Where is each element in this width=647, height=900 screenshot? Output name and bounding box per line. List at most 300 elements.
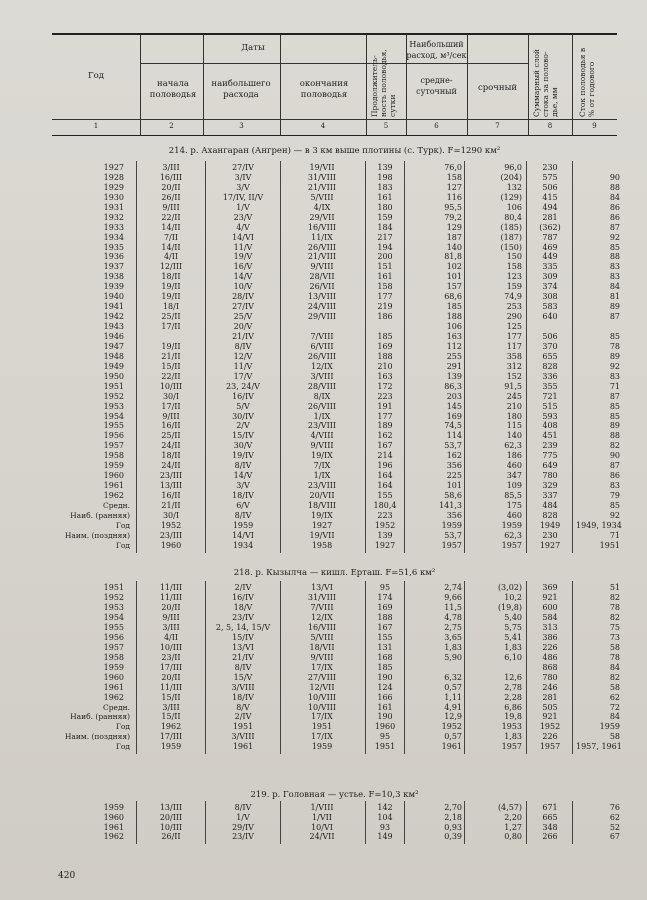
cell-layer: 1927 xyxy=(539,540,561,550)
cell-percent: 85 xyxy=(609,331,620,341)
cell-percent: 84 xyxy=(609,662,620,672)
cell-duration: 219 xyxy=(377,302,393,312)
cell-year: 1955 xyxy=(103,622,124,632)
cell-peak: 15/IV xyxy=(232,632,254,642)
cell-year: 1955 xyxy=(103,421,124,431)
cell-instant: 1953 xyxy=(501,722,522,732)
cell-instant: 125 xyxy=(506,322,522,332)
cell-year: Наиб. (ранняя) xyxy=(70,712,130,722)
cell-percent: 78 xyxy=(609,341,620,351)
cell-layer: 484 xyxy=(542,500,558,510)
cell-year: 1943 xyxy=(103,322,124,332)
cell-instant: 85,5 xyxy=(504,491,522,501)
cell-end: 17/IX xyxy=(311,712,333,722)
cell-start: 26/II xyxy=(161,832,181,842)
cell-percent: 1959 xyxy=(599,722,620,732)
cell-instant: 175 xyxy=(506,500,522,510)
cell-duration: 93 xyxy=(379,822,391,832)
cell-layer: 780 xyxy=(542,672,558,682)
cell-start: 19/II xyxy=(161,282,181,292)
cell-instant: 1,27 xyxy=(504,822,522,832)
cell-duration: 190 xyxy=(377,712,393,722)
cell-instant: 1957 xyxy=(501,742,522,752)
cell-daily: 76,0 xyxy=(444,163,462,172)
cell-peak: 28/IV xyxy=(232,292,254,302)
cell-layer: 1952 xyxy=(539,722,561,732)
cell-start: 9/III xyxy=(162,612,180,622)
cell-start: 11/III xyxy=(159,682,183,692)
cell-start: 24/II xyxy=(161,461,181,471)
cell-percent: 1949, 1934 xyxy=(576,520,622,530)
column-number: 3 xyxy=(239,122,244,130)
cell-instant: 0,80 xyxy=(504,832,522,842)
cell-duration: 167 xyxy=(377,441,393,451)
cell-percent: 88 xyxy=(609,182,620,192)
cell-percent: 67 xyxy=(609,832,620,842)
cell-daily: 2,18 xyxy=(444,812,462,822)
cell-layer: 348 xyxy=(542,822,558,832)
cell-year: 1954 xyxy=(103,411,124,421)
cell-daily: 53,7 xyxy=(444,441,462,451)
cell-duration: 131 xyxy=(377,642,393,652)
cell-layer: 230 xyxy=(542,530,558,540)
cell-peak: 10/V xyxy=(233,282,253,292)
cell-instant: 6,86 xyxy=(504,702,522,712)
cell-end: 19/VII xyxy=(309,530,335,540)
cell-duration: 180 xyxy=(377,202,393,212)
cell-duration: 185 xyxy=(377,662,393,672)
cell-end: 23/VIII xyxy=(307,481,337,491)
cell-daily: 114 xyxy=(446,431,462,441)
cell-year: 1931 xyxy=(103,202,124,212)
cell-percent: 87 xyxy=(609,391,620,401)
header-end: окончания половодья xyxy=(299,79,349,100)
cell-duration: 169 xyxy=(377,341,393,351)
cell-layer: 451 xyxy=(542,431,558,441)
cell-instant: 460 xyxy=(506,510,522,520)
cell-daily: 145 xyxy=(446,401,462,411)
cell-layer: 506 xyxy=(542,182,558,192)
section-title: 218. р. Кызылча — кишл. Ерташ. F=51,6 км² xyxy=(233,568,436,578)
cell-daily: 1959 xyxy=(441,520,462,530)
cell-daily: 12,9 xyxy=(444,712,462,722)
cell-duration: 151 xyxy=(377,262,393,272)
cell-end: 1951 xyxy=(311,722,333,732)
cell-percent: 76 xyxy=(609,803,620,812)
header-dates: Даты xyxy=(241,43,265,53)
cell-duration: 142 xyxy=(377,803,393,812)
cell-percent: 72 xyxy=(609,702,620,712)
cell-peak: 8/IV xyxy=(234,461,252,471)
cell-start: 19/II xyxy=(161,341,181,351)
cell-percent: 73 xyxy=(609,632,620,642)
cell-end: 26/VII xyxy=(309,282,335,292)
header-divider xyxy=(366,35,367,135)
cell-percent: 87 xyxy=(609,312,620,322)
cell-peak: 1/V xyxy=(236,202,250,212)
cell-start: 18/II xyxy=(161,272,181,282)
cell-duration: 191 xyxy=(377,401,393,411)
cell-daily: 157 xyxy=(446,282,462,292)
cell-peak: 27/IV xyxy=(232,163,254,172)
cell-layer: 583 xyxy=(542,302,558,312)
cell-percent: 89 xyxy=(609,421,620,431)
cell-end: 7/VIII xyxy=(310,331,334,341)
cell-percent: 83 xyxy=(609,481,620,491)
cell-layer: 721 xyxy=(542,391,558,401)
cell-duration: 1951 xyxy=(374,742,396,752)
cell-year: 1957 xyxy=(103,642,124,652)
cell-percent: 75 xyxy=(609,622,620,632)
cell-peak: 29/IV xyxy=(232,822,254,832)
cell-end: 17/IX xyxy=(311,732,333,742)
cell-peak: 20/V xyxy=(233,322,253,332)
cell-instant: 5,75 xyxy=(504,622,522,632)
cell-instant: (187) xyxy=(500,232,522,242)
cell-percent: 82 xyxy=(609,441,620,451)
cell-end: 17/IX xyxy=(311,662,333,672)
cell-layer: 505 xyxy=(542,702,558,712)
cell-percent: 71 xyxy=(609,530,620,540)
cell-daily: 11,5 xyxy=(444,602,462,612)
cell-end: 1/VIII xyxy=(310,803,334,812)
cell-daily: 2,75 xyxy=(444,622,462,632)
cell-duration: 164 xyxy=(377,481,393,491)
cell-year: 1962 xyxy=(103,692,124,702)
cell-year: 1959 xyxy=(103,461,124,471)
cell-peak: 4/V xyxy=(236,222,250,232)
cell-duration: 223 xyxy=(377,391,393,401)
cell-duration: 95 xyxy=(379,583,391,592)
cell-end: 23/VIII xyxy=(307,421,337,431)
cell-start: 16/II xyxy=(161,421,181,431)
cell-start: 23/III xyxy=(159,530,183,540)
cell-year: 1959 xyxy=(103,662,124,672)
cell-end: 19/IX xyxy=(311,451,333,461)
cell-start: 10/III xyxy=(159,381,183,391)
cell-duration: 164 xyxy=(377,471,393,481)
cell-start: 15/II xyxy=(161,361,181,371)
cell-end: 9/VIII xyxy=(310,652,334,662)
cell-year: Год xyxy=(115,520,130,530)
cell-duration: 217 xyxy=(377,232,393,242)
cell-percent: 78 xyxy=(609,652,620,662)
table-row xyxy=(0,741,647,752)
cell-peak: 11/V xyxy=(233,361,253,371)
cell-percent: 79 xyxy=(609,491,620,501)
cell-daily: 101 xyxy=(446,481,462,491)
cell-duration: 174 xyxy=(377,592,393,602)
cell-start: 17/II xyxy=(161,401,181,411)
cell-peak: 8/IV xyxy=(234,803,252,812)
cell-peak: 17/IV, II/V xyxy=(222,192,264,202)
cell-end: 10/VIII xyxy=(307,702,337,712)
cell-start: 17/II xyxy=(161,322,181,332)
cell-layer: 506 xyxy=(542,331,558,341)
cell-year: 1960 xyxy=(103,812,124,822)
cell-peak: 23/IV xyxy=(232,832,254,842)
cell-start: 3/III xyxy=(162,163,180,172)
column-number: 2 xyxy=(169,122,174,130)
cell-percent: 82 xyxy=(609,592,620,602)
cell-instant: (129) xyxy=(500,192,522,202)
cell-end: 7/VIII xyxy=(310,602,334,612)
cell-start: 18/II xyxy=(161,451,181,461)
cell-start: 1959 xyxy=(160,742,182,752)
cell-instant: 290 xyxy=(506,312,522,322)
cell-start: 22/II xyxy=(161,371,181,381)
cell-start: 4/II xyxy=(163,252,179,262)
cell-instant: 2,28 xyxy=(504,692,522,702)
cell-peak: 1934 xyxy=(232,540,254,550)
cell-layer: 266 xyxy=(542,832,558,842)
cell-daily: 0,93 xyxy=(444,822,462,832)
cell-end: 31/VIII xyxy=(307,172,337,182)
cell-duration: 155 xyxy=(377,632,393,642)
cell-layer: 868 xyxy=(542,662,558,672)
header-rule xyxy=(406,63,528,64)
cell-start: 17/III xyxy=(159,732,183,742)
cell-end: 27/VIII xyxy=(307,672,337,682)
cell-duration: 124 xyxy=(377,682,393,692)
cell-instant: 6,10 xyxy=(504,652,522,662)
cell-layer: 640 xyxy=(542,312,558,322)
cell-instant: 106 xyxy=(506,202,522,212)
cell-year: 1936 xyxy=(103,252,124,262)
cell-daily: 127 xyxy=(446,182,462,192)
cell-year: 1953 xyxy=(103,401,124,411)
cell-duration: 177 xyxy=(377,411,393,421)
cell-peak: 6/V xyxy=(236,500,250,510)
cell-start: 13/III xyxy=(159,803,183,812)
cell-daily: 4,91 xyxy=(444,702,462,712)
cell-instant: 123 xyxy=(506,272,522,282)
cell-layer: 828 xyxy=(542,510,558,520)
cell-instant: 253 xyxy=(506,302,522,312)
cell-daily: 2,74 xyxy=(444,583,462,592)
header-duration: Продолжитель-ность половодья, сутки xyxy=(370,49,397,117)
cell-instant: 460 xyxy=(506,461,522,471)
cell-duration: 1960 xyxy=(374,722,396,732)
cell-duration: 210 xyxy=(377,361,393,371)
cell-peak: 18/V xyxy=(233,602,253,612)
cell-instant: 180 xyxy=(506,411,522,421)
cell-layer: 408 xyxy=(542,421,558,431)
cell-daily: 169 xyxy=(446,411,462,421)
cell-peak: 21/IV xyxy=(232,652,254,662)
cell-instant: 1957 xyxy=(501,540,522,550)
cell-daily: 0,57 xyxy=(444,682,462,692)
cell-peak: 16/V xyxy=(233,262,253,272)
cell-instant: 12,6 xyxy=(504,672,522,682)
cell-duration: 183 xyxy=(377,182,393,192)
cell-peak: 11/V xyxy=(233,242,253,252)
cell-percent: 1951 xyxy=(599,540,620,550)
cell-peak: 8/IV xyxy=(234,510,252,520)
cell-percent: 85 xyxy=(609,242,620,252)
cell-daily: 2,70 xyxy=(444,803,462,812)
cell-start: 18/I xyxy=(162,302,180,312)
cell-end: 16/VIII xyxy=(307,622,337,632)
cell-start: 23/III xyxy=(159,471,183,481)
cell-end: 31/VIII xyxy=(307,592,337,602)
cell-duration: 172 xyxy=(377,381,393,391)
cell-end: 21/VIII xyxy=(307,252,337,262)
cell-instant: 2,20 xyxy=(504,812,522,822)
cell-daily: 185 xyxy=(446,302,462,312)
cell-layer: 415 xyxy=(542,192,558,202)
cell-year: 1957 xyxy=(103,441,124,451)
cell-peak: 8/V xyxy=(236,702,250,712)
cell-start: 1960 xyxy=(160,540,182,550)
cell-daily: 4,78 xyxy=(444,612,462,622)
cell-peak: 13/VI xyxy=(232,642,254,652)
cell-end: 1959 xyxy=(311,742,333,752)
cell-daily: 163 xyxy=(446,331,462,341)
cell-peak: 27/IV xyxy=(232,302,254,312)
cell-instant: 177 xyxy=(506,331,522,341)
cell-end: 1927 xyxy=(311,520,333,530)
cell-year: 1952 xyxy=(103,592,124,602)
cell-percent: 86 xyxy=(609,471,620,481)
cell-instant: (185) xyxy=(500,222,522,232)
cell-layer: 494 xyxy=(542,202,558,212)
cell-year: Средн. xyxy=(103,702,130,712)
cell-end: 26/VIII xyxy=(307,351,337,361)
cell-year: Год xyxy=(115,722,130,732)
cell-year: 1927 xyxy=(103,163,124,172)
cell-end: 5/VIII xyxy=(310,632,334,642)
cell-year: 1960 xyxy=(103,672,124,682)
cell-peak: 2/V xyxy=(236,421,250,431)
cell-percent: 62 xyxy=(609,692,620,702)
cell-start: 21/II xyxy=(161,500,181,510)
cell-duration: 188 xyxy=(377,612,393,622)
header-year: Год xyxy=(88,71,104,81)
cell-layer: 780 xyxy=(542,471,558,481)
cell-start: 10/III xyxy=(159,642,183,652)
cell-start: 1962 xyxy=(160,722,182,732)
cell-instant: 245 xyxy=(506,391,522,401)
cell-layer: 335 xyxy=(542,262,558,272)
cell-layer: (362) xyxy=(539,222,561,232)
cell-peak: 3/V xyxy=(236,481,250,491)
cell-daily: 188 xyxy=(446,312,462,322)
cell-instant: 10,2 xyxy=(504,592,522,602)
cell-daily: 6,32 xyxy=(444,672,462,682)
cell-daily: 81,8 xyxy=(444,252,462,262)
cell-start: 3/III xyxy=(162,702,180,712)
cell-layer: 655 xyxy=(542,351,558,361)
cell-start: 16/II xyxy=(161,491,181,501)
cell-instant: 91,5 xyxy=(504,381,522,391)
cell-end: 20/VII xyxy=(309,491,335,501)
cell-start: 16/III xyxy=(159,172,183,182)
cell-year: 1956 xyxy=(103,632,124,642)
cell-end: 26/VIII xyxy=(307,401,337,411)
cell-duration: 162 xyxy=(377,431,393,441)
cell-year: 1958 xyxy=(103,652,124,662)
cell-year: 1962 xyxy=(103,832,124,842)
cell-peak: 16/IV xyxy=(232,391,254,401)
cell-daily: 129 xyxy=(446,222,462,232)
cell-year: 1954 xyxy=(103,612,124,622)
cell-end: 6/VIII xyxy=(310,341,334,351)
cell-year: Наиб. (ранняя) xyxy=(70,510,130,520)
cell-year: 1947 xyxy=(103,341,124,351)
cell-peak: 14/V xyxy=(233,471,253,481)
cell-daily: 356 xyxy=(446,461,462,471)
cell-layer: 921 xyxy=(542,592,558,602)
cell-peak: 25/V xyxy=(233,312,253,322)
cell-peak: 18/IV xyxy=(232,491,254,501)
header-divider xyxy=(528,35,529,135)
cell-percent: 1957, 1961 xyxy=(576,742,622,752)
cell-end: 3/VIII xyxy=(310,371,334,381)
cell-duration: 158 xyxy=(377,282,393,292)
cell-daily: 139 xyxy=(446,371,462,381)
cell-instant: 96,0 xyxy=(504,163,522,172)
cell-daily: 112 xyxy=(446,341,462,351)
header-peak: наибольшего расхода xyxy=(211,79,271,100)
cell-start: 17/III xyxy=(159,662,183,672)
cell-duration: 180,4 xyxy=(373,500,397,510)
cell-year: 1946 xyxy=(103,331,124,341)
cell-daily: 5,90 xyxy=(444,652,462,662)
cell-start: 23/II xyxy=(161,652,181,662)
cell-duration: 139 xyxy=(377,530,393,540)
cell-end: 24/VIII xyxy=(307,302,337,312)
cell-duration: 149 xyxy=(377,832,393,842)
cell-year: 1941 xyxy=(103,302,124,312)
cell-year: 1937 xyxy=(103,262,124,272)
cell-peak: 23/V xyxy=(233,212,253,222)
cell-percent: 51 xyxy=(609,583,620,592)
cell-peak: 23, 24/V xyxy=(226,381,260,391)
cell-percent: 83 xyxy=(609,371,620,381)
cell-year: Наим. (поздняя) xyxy=(64,530,130,540)
header-start: начала половодья xyxy=(149,79,197,100)
cell-end: 29/VII xyxy=(309,212,335,222)
cell-layer: 246 xyxy=(542,682,558,692)
cell-duration: 167 xyxy=(377,622,393,632)
cell-daily: 95,5 xyxy=(444,202,462,212)
cell-peak: 1/V xyxy=(236,812,250,822)
cell-start: 25/II xyxy=(161,431,181,441)
cell-year: Наим. (поздняя) xyxy=(64,732,130,742)
cell-peak: 15/V xyxy=(233,672,253,682)
cell-end: 13/VI xyxy=(311,583,333,592)
cell-peak: 1959 xyxy=(232,520,254,530)
cell-daily: 1952 xyxy=(441,722,462,732)
cell-duration: 196 xyxy=(377,461,393,471)
cell-layer: 369 xyxy=(542,583,558,592)
cell-percent: 90 xyxy=(609,451,620,461)
cell-peak: 3/VIII xyxy=(231,732,255,742)
cell-start: 20/II xyxy=(161,182,181,192)
cell-year: 1950 xyxy=(103,371,124,381)
cell-percent: 52 xyxy=(609,822,620,832)
cell-duration: 139 xyxy=(377,163,393,172)
column-number: 6 xyxy=(434,122,439,130)
cell-end: 4/VIII xyxy=(310,431,334,441)
cell-layer: 230 xyxy=(542,163,558,172)
cell-instant: 132 xyxy=(506,182,522,192)
cell-duration: 159 xyxy=(377,212,393,222)
cell-peak: 12/V xyxy=(233,351,253,361)
header-rule xyxy=(52,119,617,120)
cell-end: 12/IX xyxy=(311,361,333,371)
